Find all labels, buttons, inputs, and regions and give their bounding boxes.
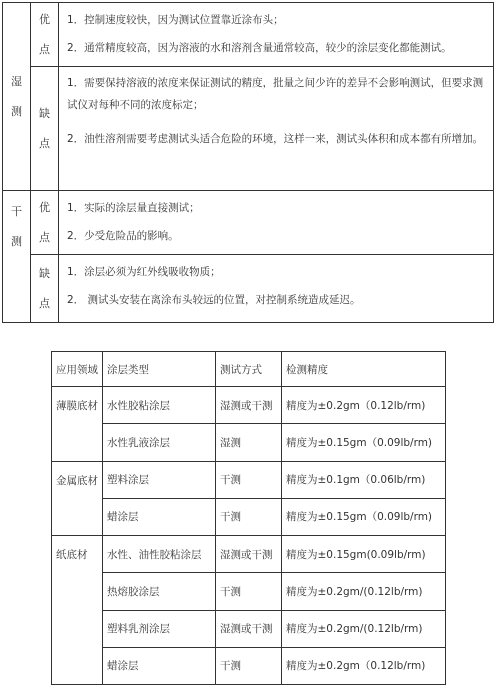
header-method: 测试方式: [216, 352, 282, 387]
wet-pros-row: [3, 3, 494, 67]
wet-dry-comparison-table: [2, 2, 494, 323]
coating-cell: 水性胶粘涂层: [103, 387, 216, 424]
table-row: [52, 610, 446, 647]
dry-con-1: 1．涂层必须为红外线吸收物质；: [67, 266, 221, 278]
method-cell: 干测: [216, 573, 282, 610]
method-cell: 干测: [216, 647, 282, 684]
method-cell: 干测: [216, 498, 282, 535]
wet-pros-label: 优点: [31, 3, 59, 67]
wet-cons-row: [3, 67, 494, 191]
wet-pro-2: 2．通常精度较高，因为溶液的水和溶剂含量通常较高，较少的涂层变化都能测试。: [67, 42, 452, 54]
field-cell: 薄膜底材: [52, 387, 103, 461]
accuracy-cell: 精度为±0.15gm（0.09lb/rm): [282, 424, 446, 461]
dry-pro-1: 1．实际的涂层量直接测试；: [67, 202, 200, 214]
method-cell: 湿测或干测: [216, 387, 282, 424]
coating-cell: 塑料涂层: [103, 461, 216, 498]
dry-pro-2: 2．少受危险品的影响。: [67, 230, 179, 242]
dry-pros-label: 优点: [31, 191, 59, 255]
header-coating: 涂层类型: [103, 352, 216, 387]
wet-con-1: 1．需要保持溶液的浓度来保证测试的精度，批量之间少许的差异不会影响测试，但要求测试仪对每种不同的浓度标定；: [67, 77, 484, 111]
dry-con-2: 2． 测试头安装在离涂布头较远的位置，对控制系统造成延迟。: [67, 294, 361, 306]
header-accuracy: 检测精度: [282, 352, 446, 387]
wet-label: 湿测: [3, 3, 31, 191]
wet-con-2: 2．油性溶剂需要考虑测试头适合危险的环境，这样一来，测试头体积和成本都有所增加。: [67, 133, 484, 145]
accuracy-cell: 精度为±0.2gm/(0.12lb/rm): [282, 573, 446, 610]
coating-cell: 水性乳液涂层: [103, 424, 216, 461]
accuracy-cell: 精度为±0.15gm（0.09lb/rm): [282, 498, 446, 535]
coating-cell: 热熔胶涂层: [103, 573, 216, 610]
dry-cons-desc: [59, 255, 494, 323]
wet-pro-1: 1．控制速度较快，因为测试位置靠近涂布头；: [67, 14, 284, 26]
table-row: [52, 536, 446, 573]
table-row: [52, 573, 446, 610]
wet-pros-desc: [59, 3, 494, 67]
method-cell: 干测: [216, 461, 282, 498]
coating-cell: 蜡涂层: [103, 647, 216, 684]
accuracy-cell: 精度为±0.2gm（0.12lb/rm): [282, 387, 446, 424]
table-row: [52, 387, 446, 424]
dry-pros-row: [3, 191, 494, 255]
wet-cons-desc: [59, 67, 494, 191]
accuracy-cell: 精度为±0.2gm（0.12lb/rm): [282, 647, 446, 684]
dry-cons-label: 缺点: [31, 255, 59, 323]
method-cell: 湿测或干测: [216, 610, 282, 647]
field-cell: 金属底材: [52, 461, 103, 535]
table-row: [52, 424, 446, 461]
dry-cons-row: [3, 255, 494, 323]
table-row: [52, 498, 446, 535]
coating-cell: 水性、油性胶粘涂层: [103, 536, 216, 573]
table-row: [52, 461, 446, 498]
table-header-row: [52, 352, 446, 387]
method-cell: 湿测或干测: [216, 536, 282, 573]
accuracy-cell: 精度为±0.1gm（0.06lb/rm): [282, 461, 446, 498]
table-row: [52, 647, 446, 684]
field-cell: 纸底材: [52, 536, 103, 685]
dry-label: 干测: [3, 191, 31, 323]
accuracy-cell: 精度为±0.15gm(0.09lb/rm): [282, 536, 446, 573]
accuracy-cell: 精度为±0.2gm/(0.12lb/rm): [282, 610, 446, 647]
dry-pros-desc: [59, 191, 494, 255]
method-cell: 湿测: [216, 424, 282, 461]
coating-accuracy-table: [51, 351, 446, 685]
coating-cell: 塑料乳剂涂层: [103, 610, 216, 647]
coating-cell: 蜡涂层: [103, 498, 216, 535]
header-field: 应用领域: [52, 352, 103, 387]
wet-cons-label: 缺点: [31, 67, 59, 191]
